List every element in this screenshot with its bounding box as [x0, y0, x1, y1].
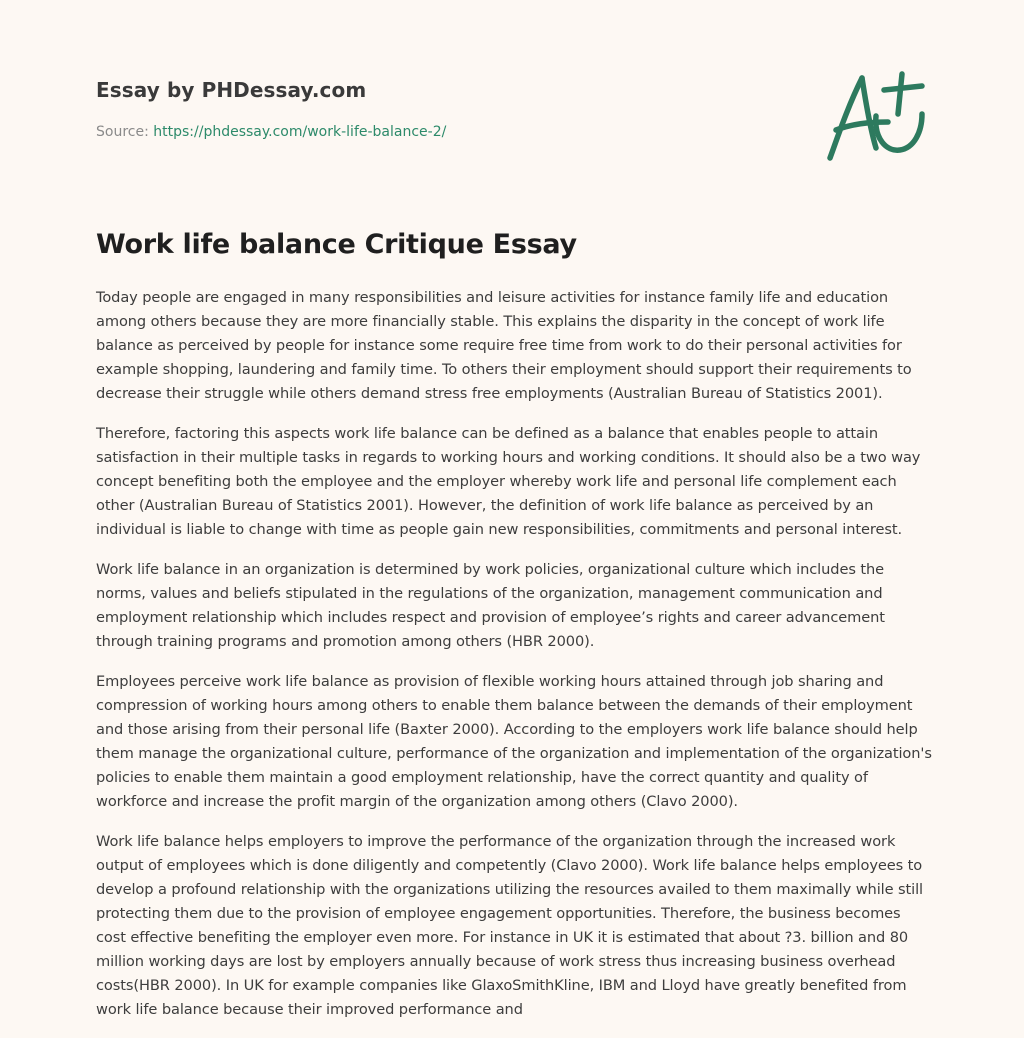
- source-line: [96, 122, 796, 142]
- essay-body: [96, 286, 932, 1038]
- paragraph: Work life balance in an organization is determined by work policies, organizational culture which includes the norms, values and beliefs stipulated in the regulations of the organization, management communication and employment relationship which includes respect and provision of employee’s rights and career advancement through training programs and promotion among others (HBR 2000).: [96, 561, 885, 650]
- paragraph: Today people are engaged in many responsibilities and leisure activities for instance family life and education among others because they are more financially stable. This explains the disparity in the concept of work life balance as perceived by people for instance some require free time from work to do their personal activities for example shopping, laundering and family time. To others their employment should support their requirements to decrease their struggle while others demand stress free employments (Australian Bureau of Statistics 2001).: [96, 289, 912, 402]
- paragraph: Therefore, factoring this aspects work life balance can be defined as a balance that enables people to attain satisfaction in their multiple tasks in regards to working hours and working conditions. It should also be a two way concept benefiting both the employee and the employer whereby work life and personal life complement each other (Australian Bureau of Statistics 2001). However, the definition of work life balance as perceived by an individual is liable to change with time as people gain new responsibilities, commitments and personal interest.: [96, 425, 921, 538]
- a-plus-logo-icon: [818, 66, 930, 166]
- source-label: Source:: [96, 124, 149, 140]
- page-header: [96, 76, 796, 142]
- source-link[interactable]: https://phdessay.com/work-life-balance-2/: [153, 124, 447, 140]
- paragraph: Work life balance helps employers to improve the performance of the organization through the increased work output of employees which is done diligently and competently (Clavo 2000). Work life balance helps employees to develop a profound relationship with the organizations utilizing the resources availed to them maximally while still protecting them due to the provision of employee engagement opportunities. Therefore, the business becomes cost effective benefiting the employer even more. For instance in UK it is estimated that about ?3. billion and 80 million working days are lost by employers annually because of work stress thus increasing business overhead costs(HBR 2000). In UK for example companies like GlaxoSmithKline, IBM and Lloyd have greatly benefited from work life balance because their improved performance and: [96, 833, 924, 1018]
- paragraph: Employees perceive work life balance as provision of flexible working hours attained through job sharing and compression of working hours among others to enable them balance between the demands of their employment and those arising from their personal life (Baxter 2000). According to the employers work life balance should help them manage the organizational culture, performance of the organization and implementation of the organization's policies to enable them maintain a good employment relationship, have the correct quantity and quality of workforce and increase the profit margin of the organization among others (Clavo 2000).: [96, 673, 932, 810]
- essay-title: Work life balance Critique Essay: [96, 229, 577, 260]
- brand-title: Essay by PHDessay.com: [96, 78, 367, 102]
